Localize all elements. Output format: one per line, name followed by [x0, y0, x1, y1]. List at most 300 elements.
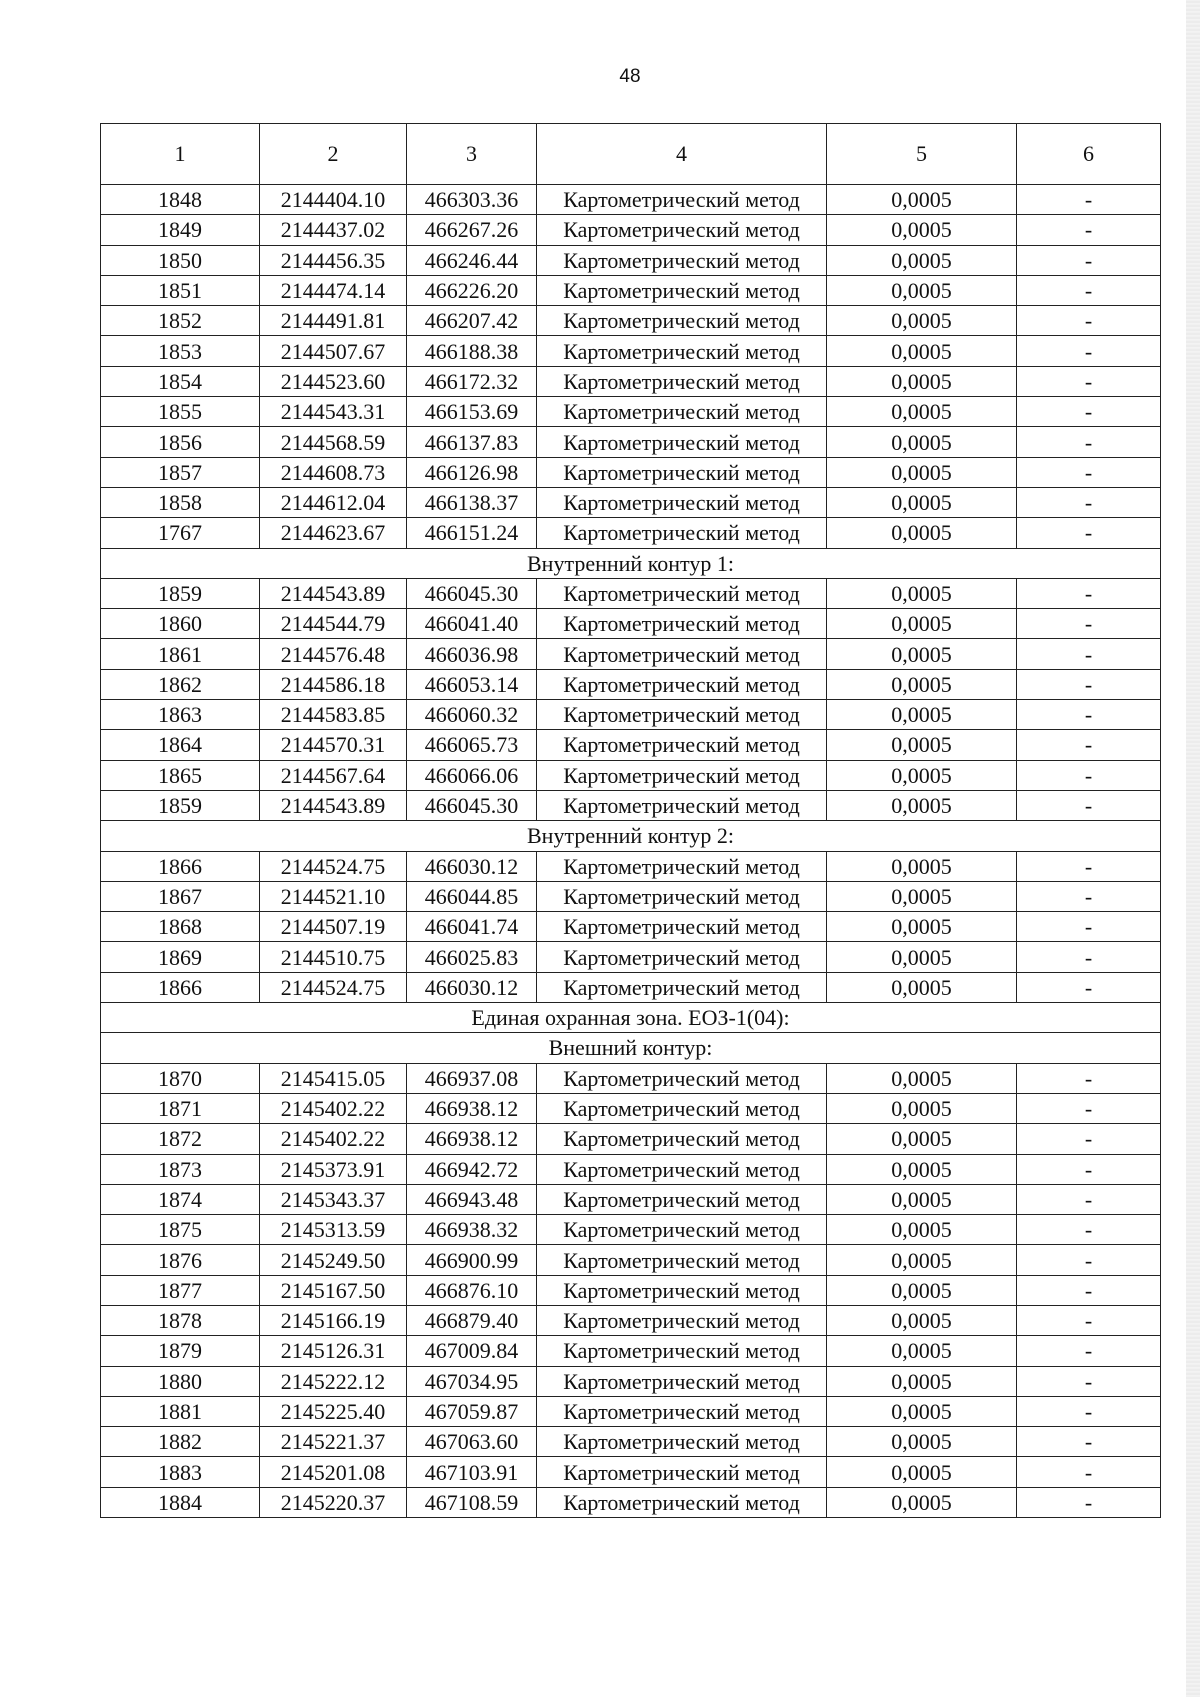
point-number-cell: 1877	[101, 1275, 260, 1305]
y-coordinate-cell: 466900.99	[407, 1245, 537, 1275]
precision-cell: 0,0005	[827, 1093, 1017, 1123]
precision-cell: 0,0005	[827, 336, 1017, 366]
table-row	[101, 366, 1161, 396]
precision-cell: 0,0005	[827, 518, 1017, 548]
x-coordinate-cell: 2144524.75	[260, 851, 407, 881]
point-number-cell: 1872	[101, 1124, 260, 1154]
method-cell: Картометрический метод	[537, 1336, 827, 1366]
table-row	[101, 1184, 1161, 1214]
table-row	[101, 1427, 1161, 1457]
precision-cell: 0,0005	[827, 881, 1017, 911]
notes-cell: -	[1017, 1154, 1161, 1184]
notes-cell: -	[1017, 639, 1161, 669]
notes-cell: -	[1017, 275, 1161, 305]
x-coordinate-cell: 2145222.12	[260, 1366, 407, 1396]
precision-cell: 0,0005	[827, 912, 1017, 942]
table-row	[101, 275, 1161, 305]
point-number-cell: 1874	[101, 1184, 260, 1214]
y-coordinate-cell: 466065.73	[407, 730, 537, 760]
precision-cell: 0,0005	[827, 972, 1017, 1002]
table-row	[101, 1215, 1161, 1245]
notes-cell: -	[1017, 1487, 1161, 1517]
header-col-1: 1	[101, 124, 260, 185]
x-coordinate-cell: 2144456.35	[260, 245, 407, 275]
x-coordinate-cell: 2144507.67	[260, 336, 407, 366]
method-cell: Картометрический метод	[537, 1396, 827, 1426]
table-row	[101, 760, 1161, 790]
method-cell: Картометрический метод	[537, 669, 827, 699]
method-cell: Картометрический метод	[537, 639, 827, 669]
point-number-cell: 1859	[101, 790, 260, 820]
table-row	[101, 457, 1161, 487]
x-coordinate-cell: 2144576.48	[260, 639, 407, 669]
method-cell: Картометрический метод	[537, 942, 827, 972]
notes-cell: -	[1017, 700, 1161, 730]
table-row	[101, 1275, 1161, 1305]
method-cell: Картометрический метод	[537, 427, 827, 457]
method-cell: Картометрический метод	[537, 215, 827, 245]
table-header	[101, 124, 1161, 185]
point-number-cell: 1859	[101, 578, 260, 608]
point-number-cell: 1879	[101, 1336, 260, 1366]
y-coordinate-cell: 466025.83	[407, 942, 537, 972]
x-coordinate-cell: 2145167.50	[260, 1275, 407, 1305]
section-row	[101, 1003, 1161, 1033]
y-coordinate-cell: 466137.83	[407, 427, 537, 457]
y-coordinate-cell: 466207.42	[407, 306, 537, 336]
precision-cell: 0,0005	[827, 790, 1017, 820]
method-cell: Картометрический метод	[537, 397, 827, 427]
point-number-cell: 1875	[101, 1215, 260, 1245]
section-title: Внутренний контур 1:	[101, 548, 1161, 578]
precision-cell: 0,0005	[827, 760, 1017, 790]
header-col-4: 4	[537, 124, 827, 185]
y-coordinate-cell: 466938.32	[407, 1215, 537, 1245]
method-cell: Картометрический метод	[537, 609, 827, 639]
table-row	[101, 518, 1161, 548]
notes-cell: -	[1017, 912, 1161, 942]
table-row	[101, 1366, 1161, 1396]
notes-cell: -	[1017, 881, 1161, 911]
notes-cell: -	[1017, 1336, 1161, 1366]
y-coordinate-cell: 466036.98	[407, 639, 537, 669]
notes-cell: -	[1017, 1093, 1161, 1123]
point-number-cell: 1873	[101, 1154, 260, 1184]
notes-cell: -	[1017, 306, 1161, 336]
precision-cell: 0,0005	[827, 1427, 1017, 1457]
point-number-cell: 1881	[101, 1396, 260, 1426]
y-coordinate-cell: 466030.12	[407, 851, 537, 881]
x-coordinate-cell: 2144523.60	[260, 366, 407, 396]
table-row	[101, 1457, 1161, 1487]
y-coordinate-cell: 466943.48	[407, 1184, 537, 1214]
precision-cell: 0,0005	[827, 669, 1017, 699]
method-cell: Картометрический метод	[537, 1093, 827, 1123]
method-cell: Картометрический метод	[537, 366, 827, 396]
point-number-cell: 1860	[101, 609, 260, 639]
y-coordinate-cell: 466246.44	[407, 245, 537, 275]
y-coordinate-cell: 466066.06	[407, 760, 537, 790]
method-cell: Картометрический метод	[537, 275, 827, 305]
table-row	[101, 215, 1161, 245]
x-coordinate-cell: 2144474.14	[260, 275, 407, 305]
point-number-cell: 1871	[101, 1093, 260, 1123]
x-coordinate-cell: 2145402.22	[260, 1124, 407, 1154]
section-title: Внутренний контур 2:	[101, 821, 1161, 851]
point-number-cell: 1852	[101, 306, 260, 336]
notes-cell: -	[1017, 336, 1161, 366]
table-row	[101, 851, 1161, 881]
point-number-cell: 1882	[101, 1427, 260, 1457]
x-coordinate-cell: 2145343.37	[260, 1184, 407, 1214]
method-cell: Картометрический метод	[537, 185, 827, 215]
notes-cell: -	[1017, 972, 1161, 1002]
point-number-cell: 1861	[101, 639, 260, 669]
x-coordinate-cell: 2144623.67	[260, 518, 407, 548]
table-row	[101, 245, 1161, 275]
y-coordinate-cell: 466938.12	[407, 1093, 537, 1123]
precision-cell: 0,0005	[827, 1487, 1017, 1517]
precision-cell: 0,0005	[827, 397, 1017, 427]
y-coordinate-cell: 466045.30	[407, 578, 537, 608]
notes-cell: -	[1017, 518, 1161, 548]
page-number: 48	[619, 66, 641, 87]
method-cell: Картометрический метод	[537, 1245, 827, 1275]
section-row	[101, 821, 1161, 851]
table-row	[101, 881, 1161, 911]
x-coordinate-cell: 2144544.79	[260, 609, 407, 639]
x-coordinate-cell: 2144567.64	[260, 760, 407, 790]
method-cell: Картометрический метод	[537, 1457, 827, 1487]
point-number-cell: 1853	[101, 336, 260, 366]
x-coordinate-cell: 2144543.31	[260, 397, 407, 427]
method-cell: Картометрический метод	[537, 1305, 827, 1335]
point-number-cell: 1867	[101, 881, 260, 911]
y-coordinate-cell: 466942.72	[407, 1154, 537, 1184]
table-body	[101, 185, 1161, 1518]
x-coordinate-cell: 2144437.02	[260, 215, 407, 245]
x-coordinate-cell: 2145415.05	[260, 1063, 407, 1093]
precision-cell: 0,0005	[827, 487, 1017, 517]
x-coordinate-cell: 2144543.89	[260, 790, 407, 820]
point-number-cell: 1848	[101, 185, 260, 215]
x-coordinate-cell: 2145126.31	[260, 1336, 407, 1366]
notes-cell: -	[1017, 366, 1161, 396]
precision-cell: 0,0005	[827, 275, 1017, 305]
method-cell: Картометрический метод	[537, 1063, 827, 1093]
precision-cell: 0,0005	[827, 851, 1017, 881]
method-cell: Картометрический метод	[537, 1184, 827, 1214]
precision-cell: 0,0005	[827, 1275, 1017, 1305]
y-coordinate-cell: 466041.40	[407, 609, 537, 639]
notes-cell: -	[1017, 1124, 1161, 1154]
y-coordinate-cell: 466045.30	[407, 790, 537, 820]
section-row	[101, 1033, 1161, 1063]
point-number-cell: 1863	[101, 700, 260, 730]
table-row	[101, 1063, 1161, 1093]
x-coordinate-cell: 2145313.59	[260, 1215, 407, 1245]
table-row	[101, 639, 1161, 669]
x-coordinate-cell: 2144510.75	[260, 942, 407, 972]
precision-cell: 0,0005	[827, 730, 1017, 760]
point-number-cell: 1767	[101, 518, 260, 548]
method-cell: Картометрический метод	[537, 1487, 827, 1517]
y-coordinate-cell: 466876.10	[407, 1275, 537, 1305]
x-coordinate-cell: 2144404.10	[260, 185, 407, 215]
method-cell: Картометрический метод	[537, 487, 827, 517]
method-cell: Картометрический метод	[537, 578, 827, 608]
point-number-cell: 1880	[101, 1366, 260, 1396]
method-cell: Картометрический метод	[537, 1427, 827, 1457]
point-number-cell: 1876	[101, 1245, 260, 1275]
table-row	[101, 1124, 1161, 1154]
method-cell: Картометрический метод	[537, 1366, 827, 1396]
point-number-cell: 1878	[101, 1305, 260, 1335]
y-coordinate-cell: 467108.59	[407, 1487, 537, 1517]
method-cell: Картометрический метод	[537, 1215, 827, 1245]
x-coordinate-cell: 2144521.10	[260, 881, 407, 911]
precision-cell: 0,0005	[827, 306, 1017, 336]
y-coordinate-cell: 466041.74	[407, 912, 537, 942]
notes-cell: -	[1017, 397, 1161, 427]
method-cell: Картометрический метод	[537, 912, 827, 942]
table-row	[101, 790, 1161, 820]
header-col-2: 2	[260, 124, 407, 185]
notes-cell: -	[1017, 851, 1161, 881]
notes-cell: -	[1017, 760, 1161, 790]
notes-cell: -	[1017, 1427, 1161, 1457]
table-row	[101, 1093, 1161, 1123]
table-row	[101, 942, 1161, 972]
x-coordinate-cell: 2145402.22	[260, 1093, 407, 1123]
precision-cell: 0,0005	[827, 457, 1017, 487]
y-coordinate-cell: 466267.26	[407, 215, 537, 245]
table-row	[101, 578, 1161, 608]
notes-cell: -	[1017, 245, 1161, 275]
notes-cell: -	[1017, 1366, 1161, 1396]
x-coordinate-cell: 2144507.19	[260, 912, 407, 942]
point-number-cell: 1866	[101, 851, 260, 881]
point-number-cell: 1865	[101, 760, 260, 790]
precision-cell: 0,0005	[827, 1215, 1017, 1245]
point-number-cell: 1858	[101, 487, 260, 517]
notes-cell: -	[1017, 609, 1161, 639]
method-cell: Картометрический метод	[537, 790, 827, 820]
table-row	[101, 1336, 1161, 1366]
table-row	[101, 185, 1161, 215]
x-coordinate-cell: 2144608.73	[260, 457, 407, 487]
header-col-3: 3	[407, 124, 537, 185]
precision-cell: 0,0005	[827, 245, 1017, 275]
point-number-cell: 1851	[101, 275, 260, 305]
precision-cell: 0,0005	[827, 185, 1017, 215]
y-coordinate-cell: 467063.60	[407, 1427, 537, 1457]
notes-cell: -	[1017, 730, 1161, 760]
precision-cell: 0,0005	[827, 639, 1017, 669]
point-number-cell: 1855	[101, 397, 260, 427]
precision-cell: 0,0005	[827, 578, 1017, 608]
coordinates-table	[100, 123, 1161, 1518]
x-coordinate-cell: 2144491.81	[260, 306, 407, 336]
precision-cell: 0,0005	[827, 1366, 1017, 1396]
x-coordinate-cell: 2144583.85	[260, 700, 407, 730]
y-coordinate-cell: 467059.87	[407, 1396, 537, 1426]
notes-cell: -	[1017, 457, 1161, 487]
point-number-cell: 1870	[101, 1063, 260, 1093]
notes-cell: -	[1017, 1245, 1161, 1275]
precision-cell: 0,0005	[827, 1154, 1017, 1184]
method-cell: Картометрический метод	[537, 972, 827, 1002]
table-row	[101, 306, 1161, 336]
point-number-cell: 1884	[101, 1487, 260, 1517]
method-cell: Картометрический метод	[537, 760, 827, 790]
y-coordinate-cell: 466938.12	[407, 1124, 537, 1154]
table-row	[101, 972, 1161, 1002]
precision-cell: 0,0005	[827, 609, 1017, 639]
point-number-cell: 1849	[101, 215, 260, 245]
y-coordinate-cell: 466053.14	[407, 669, 537, 699]
y-coordinate-cell: 466030.12	[407, 972, 537, 1002]
method-cell: Картометрический метод	[537, 700, 827, 730]
x-coordinate-cell: 2145225.40	[260, 1396, 407, 1426]
table-row	[101, 912, 1161, 942]
notes-cell: -	[1017, 487, 1161, 517]
method-cell: Картометрический метод	[537, 1275, 827, 1305]
method-cell: Картометрический метод	[537, 1124, 827, 1154]
x-coordinate-cell: 2145201.08	[260, 1457, 407, 1487]
precision-cell: 0,0005	[827, 942, 1017, 972]
y-coordinate-cell: 466879.40	[407, 1305, 537, 1335]
point-number-cell: 1862	[101, 669, 260, 699]
point-number-cell: 1883	[101, 1457, 260, 1487]
precision-cell: 0,0005	[827, 1305, 1017, 1335]
y-coordinate-cell: 467103.91	[407, 1457, 537, 1487]
precision-cell: 0,0005	[827, 700, 1017, 730]
table-row	[101, 669, 1161, 699]
table-row	[101, 1396, 1161, 1426]
precision-cell: 0,0005	[827, 215, 1017, 245]
y-coordinate-cell: 466060.32	[407, 700, 537, 730]
method-cell: Картометрический метод	[537, 518, 827, 548]
precision-cell: 0,0005	[827, 366, 1017, 396]
precision-cell: 0,0005	[827, 427, 1017, 457]
table-row	[101, 397, 1161, 427]
section-title: Внешний контур:	[101, 1033, 1161, 1063]
x-coordinate-cell: 2144543.89	[260, 578, 407, 608]
precision-cell: 0,0005	[827, 1124, 1017, 1154]
notes-cell: -	[1017, 215, 1161, 245]
point-number-cell: 1857	[101, 457, 260, 487]
notes-cell: -	[1017, 185, 1161, 215]
x-coordinate-cell: 2145221.37	[260, 1427, 407, 1457]
y-coordinate-cell: 466172.32	[407, 366, 537, 396]
y-coordinate-cell: 466044.85	[407, 881, 537, 911]
method-cell: Картометрический метод	[537, 1154, 827, 1184]
precision-cell: 0,0005	[827, 1245, 1017, 1275]
point-number-cell: 1850	[101, 245, 260, 275]
header-col-5: 5	[827, 124, 1017, 185]
table-row	[101, 1487, 1161, 1517]
method-cell: Картометрический метод	[537, 306, 827, 336]
table-row	[101, 730, 1161, 760]
table-row	[101, 700, 1161, 730]
section-row	[101, 548, 1161, 578]
y-coordinate-cell: 466153.69	[407, 397, 537, 427]
notes-cell: -	[1017, 578, 1161, 608]
precision-cell: 0,0005	[827, 1396, 1017, 1426]
method-cell: Картометрический метод	[537, 881, 827, 911]
y-coordinate-cell: 466937.08	[407, 1063, 537, 1093]
notes-cell: -	[1017, 1063, 1161, 1093]
notes-cell: -	[1017, 1305, 1161, 1335]
y-coordinate-cell: 466151.24	[407, 518, 537, 548]
y-coordinate-cell: 467009.84	[407, 1336, 537, 1366]
x-coordinate-cell: 2145249.50	[260, 1245, 407, 1275]
scan-edge	[1186, 0, 1200, 1697]
method-cell: Картометрический метод	[537, 457, 827, 487]
precision-cell: 0,0005	[827, 1336, 1017, 1366]
x-coordinate-cell: 2145220.37	[260, 1487, 407, 1517]
table-row	[101, 1154, 1161, 1184]
y-coordinate-cell: 466226.20	[407, 275, 537, 305]
table-row	[101, 1245, 1161, 1275]
x-coordinate-cell: 2144568.59	[260, 427, 407, 457]
y-coordinate-cell: 466188.38	[407, 336, 537, 366]
method-cell: Картометрический метод	[537, 851, 827, 881]
notes-cell: -	[1017, 427, 1161, 457]
notes-cell: -	[1017, 1275, 1161, 1305]
x-coordinate-cell: 2144586.18	[260, 669, 407, 699]
table-row	[101, 609, 1161, 639]
method-cell: Картометрический метод	[537, 336, 827, 366]
method-cell: Картометрический метод	[537, 245, 827, 275]
y-coordinate-cell: 466303.36	[407, 185, 537, 215]
precision-cell: 0,0005	[827, 1063, 1017, 1093]
notes-cell: -	[1017, 1396, 1161, 1426]
table-row	[101, 1305, 1161, 1335]
table-row	[101, 427, 1161, 457]
point-number-cell: 1869	[101, 942, 260, 972]
x-coordinate-cell: 2144524.75	[260, 972, 407, 1002]
y-coordinate-cell: 467034.95	[407, 1366, 537, 1396]
y-coordinate-cell: 466126.98	[407, 457, 537, 487]
header-row	[101, 124, 1161, 185]
point-number-cell: 1868	[101, 912, 260, 942]
notes-cell: -	[1017, 669, 1161, 699]
notes-cell: -	[1017, 1215, 1161, 1245]
y-coordinate-cell: 466138.37	[407, 487, 537, 517]
point-number-cell: 1864	[101, 730, 260, 760]
section-title: Единая охранная зона. ЕОЗ-1(04):	[101, 1003, 1161, 1033]
notes-cell: -	[1017, 942, 1161, 972]
header-col-6: 6	[1017, 124, 1161, 185]
method-cell: Картометрический метод	[537, 730, 827, 760]
table-row	[101, 487, 1161, 517]
table-row	[101, 336, 1161, 366]
x-coordinate-cell: 2145373.91	[260, 1154, 407, 1184]
precision-cell: 0,0005	[827, 1457, 1017, 1487]
x-coordinate-cell: 2145166.19	[260, 1305, 407, 1335]
x-coordinate-cell: 2144570.31	[260, 730, 407, 760]
notes-cell: -	[1017, 1457, 1161, 1487]
notes-cell: -	[1017, 790, 1161, 820]
x-coordinate-cell: 2144612.04	[260, 487, 407, 517]
point-number-cell: 1854	[101, 366, 260, 396]
point-number-cell: 1856	[101, 427, 260, 457]
precision-cell: 0,0005	[827, 1184, 1017, 1214]
point-number-cell: 1866	[101, 972, 260, 1002]
notes-cell: -	[1017, 1184, 1161, 1214]
